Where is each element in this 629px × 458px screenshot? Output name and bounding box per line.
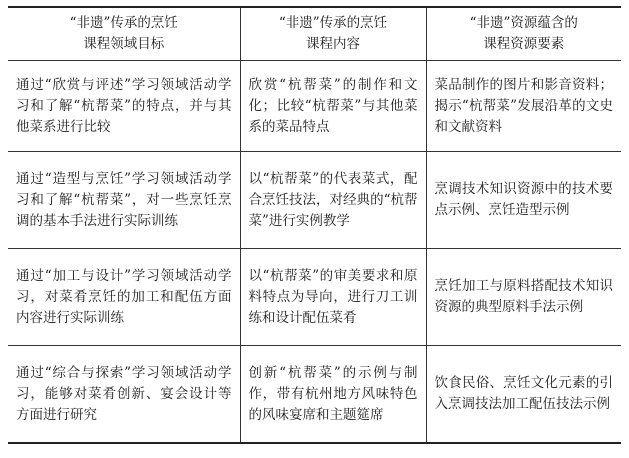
table-row — [8, 249, 621, 346]
header-line: “非遗”传承的烹饪 — [69, 15, 178, 31]
curriculum-table — [8, 6, 621, 444]
header-line: “非遗”资源蕴含的 — [469, 15, 578, 31]
header-course-goal — [8, 7, 240, 61]
header-course-content — [240, 7, 426, 61]
header-line: 课程资源要素 — [483, 36, 565, 52]
cell-resource: 烹调技术知识资源中的技术要点示例、烹饪造型示例 — [426, 152, 621, 249]
cell-content: 以“杭帮菜”的代表菜式，配合烹饪技法，对经典的“杭帮菜”进行实例教学 — [240, 152, 426, 249]
header-line: “非遗”传承的烹饪 — [278, 15, 388, 31]
cell-goal: 通过“综合与探索”学习领域活动学习，能够对菜肴创新、宴会设计等方面进行研究 — [8, 346, 240, 444]
table-row — [8, 61, 621, 152]
table-row — [8, 346, 621, 444]
header-resource-elements — [426, 7, 621, 61]
table-header-row — [8, 7, 621, 61]
header-line: 课程领域目标 — [83, 36, 165, 52]
header-line: 课程内容 — [306, 36, 360, 52]
cell-goal: 通过“欣赏与评述”学习领域活动学习和了解“杭帮菜”的特点，并与其他菜系进行比较 — [8, 61, 240, 152]
cell-resource: 饮食民俗、烹饪文化元素的引入烹调技法加工配伍技法示例 — [426, 346, 621, 444]
cell-resource: 菜品制作的图片和影音资料；揭示“杭帮菜”发展沿革的文史和文献资料 — [426, 61, 621, 152]
cell-content: 创新“杭帮菜”的示例与制作，带有杭州地方风味特色的风味宴席和主题筵席 — [240, 346, 426, 444]
cell-content: 欣赏“杭帮菜”的制作和文化；比较“杭帮菜”与其他菜系的菜品特点 — [240, 61, 426, 152]
cell-goal: 通过“加工与设计”学习领域活动学习，对菜肴烹饪的加工和配伍方面内容进行实际训练 — [8, 249, 240, 346]
cell-content: 以“杭帮菜”的审美要求和原料特点为导向，进行刀工训练和设计配伍菜肴 — [240, 249, 426, 346]
cell-resource: 烹饪加工与原料搭配技术知识资源的典型原料手法示例 — [426, 249, 621, 346]
table-row — [8, 152, 621, 249]
cell-goal: 通过“造型与烹饪”学习领域活动学习和了解“杭帮菜”，对一些烹饪烹调的基本手法进行实际训练 — [8, 152, 240, 249]
